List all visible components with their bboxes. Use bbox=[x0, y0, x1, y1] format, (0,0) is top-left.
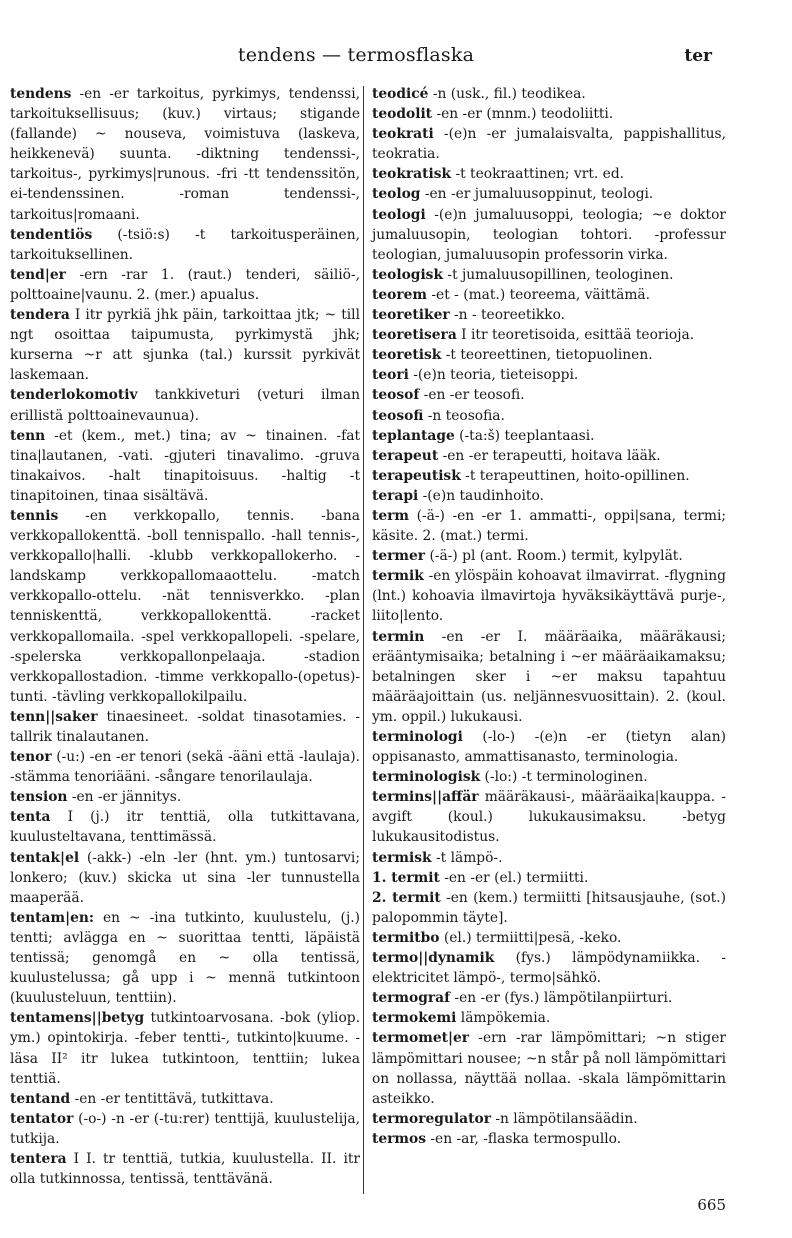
dictionary-entry bbox=[10, 305, 360, 385]
definition: (-u:) -en -er tenori (sekä -ääni että -laulaja). -stämma tenoriääni. -sångare tenorilaulaja. bbox=[10, 749, 361, 786]
dictionary-entry bbox=[372, 1028, 726, 1108]
dictionary-entry bbox=[10, 506, 360, 707]
dictionary-entry bbox=[372, 506, 726, 546]
headword: termokemi bbox=[372, 1010, 457, 1027]
dictionary-entry bbox=[10, 385, 360, 425]
dictionary-entry bbox=[372, 184, 726, 204]
headword: tenta bbox=[10, 809, 51, 826]
dictionary-entry bbox=[10, 1149, 360, 1189]
definition: -t teokraattinen; vrt. ed. bbox=[455, 166, 625, 183]
headword: termins||affär bbox=[372, 789, 479, 806]
dictionary-entry bbox=[372, 305, 726, 325]
definition: tankkiveturi (veturi ilman erillistä polttoainevaunua). bbox=[10, 387, 360, 424]
headword: termo||dynamik bbox=[372, 950, 495, 967]
dictionary-entry bbox=[372, 446, 726, 466]
dictionary-entry bbox=[372, 1129, 726, 1149]
definition: -en (kem.) termiitti [hitsausjauhe, (sot.) palopommin täyte]. bbox=[372, 889, 726, 926]
definition: -t jumaluusopillinen, teologinen. bbox=[447, 266, 674, 283]
definition: tutkintoarvosana. -bok (yliop. ym.) opintokirja. -feber tentti-, tutkinto|kuume. -läsa II² itr lukea tutkintoon, tenttiin; lukea tenttiä. bbox=[10, 1010, 360, 1087]
column-divider bbox=[363, 86, 364, 1194]
definition: I itr pyrkiä jhk päin, tarkoittaa jtk; ~ till ngt osoittaa taipumusta, pyrkimystä jhk; kurserna ~r att sjunka (tal.) kurssit pyrkivät laskemaan. bbox=[10, 307, 360, 384]
headword: 2. termit bbox=[372, 889, 441, 906]
headword: tension bbox=[10, 789, 68, 806]
dictionary-entry bbox=[10, 426, 360, 506]
headword: teori bbox=[372, 367, 409, 384]
definition: -en -ar, -flaska termospullo. bbox=[430, 1130, 622, 1147]
dictionary-entry bbox=[372, 265, 726, 285]
dictionary-entry bbox=[372, 928, 726, 948]
dictionary-entry bbox=[372, 285, 726, 305]
headword: teorem bbox=[372, 286, 427, 303]
definition: -en -er terapeutti, hoitava lääk. bbox=[442, 447, 661, 464]
definition: (-lo-) -(e)n -er (tietyn alan) oppisanasto, ammattisanasto, terminologia. bbox=[372, 729, 726, 766]
definition: (-tsiö:s) -t tarkoitusperäinen, tarkoituksellinen. bbox=[10, 226, 360, 263]
definition: -en ylöspäin kohoavat ilmavirrat. -flygning (lnt.) kohoavia ilmavirtoja hyväksikäyttävä purje-, liito|lento. bbox=[372, 568, 726, 625]
dictionary-entry bbox=[372, 205, 726, 265]
dictionary-entry bbox=[10, 807, 360, 847]
dictionary-entry bbox=[372, 787, 726, 847]
definition: I I. tr tenttiä, tutkia, kuulustella. II. itr olla tutkinnossa, tentissä, tenttävänä. bbox=[10, 1150, 360, 1188]
definition: -en -er I. määräaika, määräkausi; erääntymisaika; betalning i ~er määräaikamaksu; betalningen sker i ~er maksu tapahtuu määräajoittain (us. neljännesvuosittain). 2. (koul. ym. oppil.) lukukausi. bbox=[372, 628, 726, 725]
definition: -n lämpötilansäädin. bbox=[495, 1110, 638, 1127]
dictionary-entry bbox=[372, 466, 726, 486]
dictionary-entry bbox=[372, 948, 726, 988]
headword: tentak|el bbox=[10, 849, 80, 866]
headword: tenn||saker bbox=[10, 708, 98, 725]
dictionary-entry bbox=[372, 345, 726, 365]
headword: tendera bbox=[10, 307, 70, 324]
definition: (-ä-) pl (ant. Room.) termit, kylpylät. bbox=[429, 548, 683, 565]
dictionary-entry bbox=[372, 365, 726, 385]
definition: -ern -rar 1. (raut.) tenderi, säiliö-, polttoaine|vaunu. 2. (mer.) apualus. bbox=[10, 266, 360, 303]
definition: en ~ -ina tutkinto, kuulustelu, (j.) tentti; avlägga en ~ suorittaa tentti, läpäistä tentissä; genomgå en ~ olla tentissä, kuulustelussa; gå upp i ~ mennä tutkintoon (kuulusteluun, tenttiin). bbox=[10, 909, 360, 1007]
definition: I (j.) itr tenttiä, olla tutkittavana, kuulusteltavana, tenttimässä. bbox=[10, 809, 360, 846]
dictionary-entry bbox=[10, 1109, 360, 1149]
definition: lämpökemia. bbox=[460, 1010, 551, 1027]
right-column bbox=[372, 84, 726, 1149]
definition: -n - teoreetikko. bbox=[454, 307, 566, 324]
headword: teokrati bbox=[372, 126, 434, 143]
definition: -en -er (fys.) lämpötilanpiirturi. bbox=[454, 990, 673, 1007]
headword: tenn bbox=[10, 427, 46, 444]
dictionary-entry bbox=[372, 486, 726, 506]
definition: (-ta:š) teeplantaasi. bbox=[459, 427, 595, 444]
left-column bbox=[10, 84, 360, 1189]
definition: -en -er jumaluusoppinut, teologi. bbox=[424, 186, 654, 203]
definition: -(e)n taudinhoito. bbox=[422, 487, 544, 504]
headword: teplantage bbox=[372, 427, 455, 444]
headword: tentator bbox=[10, 1110, 74, 1127]
dictionary-entry bbox=[10, 1008, 360, 1088]
definition: -en -er (el.) termiitti. bbox=[444, 869, 589, 886]
definition: (-lo:) -t terminologinen. bbox=[484, 769, 648, 786]
headword: termer bbox=[372, 548, 426, 565]
dictionary-entry bbox=[372, 164, 726, 184]
guide-word: ter bbox=[684, 46, 712, 66]
headword: teologisk bbox=[372, 266, 444, 283]
headword: tentam|en: bbox=[10, 909, 95, 926]
headword: tentamens||betyg bbox=[10, 1010, 145, 1027]
dictionary-entry bbox=[372, 325, 726, 345]
headword: teosof bbox=[372, 387, 420, 404]
definition: -n (usk., fil.) teodikea. bbox=[432, 86, 586, 102]
headword: tenderlokomotiv bbox=[10, 387, 138, 404]
headword: termin bbox=[372, 628, 425, 645]
headword: teoretiker bbox=[372, 307, 450, 324]
definition: -en -er jännitys. bbox=[71, 789, 182, 806]
headword: teosofi bbox=[372, 407, 424, 424]
dictionary-entry bbox=[372, 426, 726, 446]
page-number: 665 bbox=[697, 1196, 726, 1214]
dictionary-entry bbox=[372, 406, 726, 426]
headword: termik bbox=[372, 568, 424, 585]
dictionary-entry bbox=[10, 84, 360, 225]
headword: termograf bbox=[372, 990, 451, 1007]
headword: terapeut bbox=[372, 447, 439, 464]
headword: 1. termit bbox=[372, 869, 440, 886]
headword: tendens bbox=[10, 86, 72, 102]
definition: (fys.) lämpödynamiikka. -elektricitet lämpö-, termo|sähkö. bbox=[372, 950, 726, 987]
dictionary-entry bbox=[10, 225, 360, 265]
definition: -t teoreettinen, tietopuolinen. bbox=[445, 347, 653, 364]
headword: termos bbox=[372, 1130, 426, 1147]
definition: -t terapeuttinen, hoito-opillinen. bbox=[465, 467, 690, 484]
dictionary-entry bbox=[10, 1089, 360, 1109]
definition: -en -er tarkoitus, pyrkimys, tendenssi, tarkoituksellisuus; (kuv.) virtaus; stigande (fallande) ~ nouseva, voimistuva (laskeva, heikkenevä) suunta. -diktning tendenssi-, tarkoitus-, pyrkimys|runous. -fri -tt tendenssitön, ei-tendenssinen. -roman tendenssi-, tarkoitus|romaani. bbox=[10, 86, 361, 223]
dictionary-entry bbox=[10, 908, 360, 1008]
headword: terapeutisk bbox=[372, 467, 461, 484]
headword: tennis bbox=[10, 507, 59, 524]
definition: -(e)n teoria, tieteisoppi. bbox=[413, 367, 579, 384]
definition: -et (kem., met.) tina; av ~ tinainen. -fat tina|lautanen, -vati. -gjuteri tinavalimo. -gruva tinakaivos. -halt tinapitoisuus. -haltig -t tinapitoinen, tinaa sisältävä. bbox=[10, 427, 361, 504]
dictionary-entry bbox=[372, 124, 726, 164]
headword: termoregulator bbox=[372, 1110, 491, 1127]
headword: teoretisera bbox=[372, 327, 457, 344]
headword: tend|er bbox=[10, 266, 66, 283]
definition: -en -er teosofi. bbox=[423, 387, 525, 404]
dictionary-entry bbox=[10, 265, 360, 305]
dictionary-entry bbox=[372, 84, 726, 104]
definition: -en -er (mnm.) teodoliitti. bbox=[436, 106, 614, 123]
dictionary-entry bbox=[372, 546, 726, 566]
dictionary-entry bbox=[372, 888, 726, 928]
definition: -(e)n jumaluusoppi, teologia; ~e doktor jumaluusopin, teologian tohtori. -professur teologian, jumaluusopin professorin virka. bbox=[372, 206, 726, 263]
running-head: tendens — termosflaska bbox=[237, 44, 475, 66]
definition: -et - (mat.) teoreema, väittämä. bbox=[431, 286, 651, 303]
headword: tentand bbox=[10, 1090, 71, 1107]
dictionary-entry bbox=[372, 767, 726, 787]
definition: tinaesineet. -soldat tinasotamies. -tallrik tinalautanen. bbox=[10, 708, 360, 745]
dictionary-entry bbox=[372, 385, 726, 405]
headword: teokratisk bbox=[372, 166, 452, 183]
headword: termisk bbox=[372, 849, 432, 866]
definition: (-o-) -n -er (-tu:rer) tenttijä, kuulustelija, tutkija. bbox=[10, 1110, 361, 1147]
dictionary-entry bbox=[372, 104, 726, 124]
headword: teoretisk bbox=[372, 347, 442, 364]
headword: termitbo bbox=[372, 929, 440, 946]
definition: määräkausi-, määräaika|kauppa. -avgift (koul.) lukukausimaksu. -betyg lukukausitodistus. bbox=[372, 789, 726, 846]
definition: -ern -rar lämpömittari; ~n stiger lämpömittari nousee; ~n står på noll lämpömittari on nollassa, näyttää nollaa. -skala lämpömittarin asteikko. bbox=[372, 1030, 726, 1107]
dictionary-entry bbox=[372, 627, 726, 727]
headword: term bbox=[372, 507, 410, 524]
definition: (el.) termiitti|pesä, -keko. bbox=[443, 929, 622, 946]
dictionary-entry bbox=[10, 787, 360, 807]
dictionary-entry bbox=[372, 868, 726, 888]
definition: -(e)n -er jumalaisvalta, pappishallitus, teokratia. bbox=[372, 126, 726, 163]
definition: -en -er tentittävä, tutkittava. bbox=[74, 1090, 274, 1107]
headword: tenor bbox=[10, 749, 52, 766]
headword: terminologisk bbox=[372, 769, 481, 786]
dictionary-entry bbox=[372, 727, 726, 767]
page-header bbox=[0, 44, 792, 72]
dictionary-entry bbox=[372, 1109, 726, 1129]
headword: teodolit bbox=[372, 106, 433, 123]
definition: -t lämpö-. bbox=[435, 849, 503, 866]
dictionary-entry bbox=[10, 707, 360, 747]
headword: terminologi bbox=[372, 729, 463, 745]
definition: -en verkkopallo, tennis. -bana verkkopallokenttä. -boll tennispallo. -hall tennis-, verkkopallo|halli. -klubb verkkopallokerho. -landskamp verkkopallomaaottelu. -match verkkopallo-ottelu. -nät tennisverkko. -plan tenniskenttä, verkkopallokenttä. -racket verkkopallomaila. -spel verkkopallopeli. -spelare, -spelerska verkkopallonpelaaja. -stadion verkkopallostadion. -timme verkkopallo-(opetus)-tunti. -tävling verkkopallokilpailu. bbox=[10, 507, 361, 705]
dictionary-entry bbox=[372, 848, 726, 868]
headword: tendentiös bbox=[10, 226, 93, 243]
definition: (-akk-) -eln -ler (hnt. ym.) tuntosarvi; lonkero; (kuv.) skicka ut sina -ler tunnustella maaperää. bbox=[10, 849, 360, 906]
headword: tentera bbox=[10, 1150, 67, 1167]
headword: teolog bbox=[372, 186, 421, 203]
headword: termomet|er bbox=[372, 1030, 470, 1047]
headword: terapi bbox=[372, 487, 419, 504]
dictionary-entry bbox=[372, 1008, 726, 1028]
definition: I itr teoretisoida, esittää teorioja. bbox=[461, 327, 695, 344]
dictionary-entry bbox=[372, 566, 726, 626]
definition: (-ä-) -en -er 1. ammatti-, oppi|sana, termi; käsite. 2. (mat.) termi. bbox=[372, 507, 726, 545]
definition: -n teosofia. bbox=[427, 407, 505, 424]
headword: teologi bbox=[372, 206, 426, 223]
dictionary-entry bbox=[10, 747, 360, 787]
dictionary-entry bbox=[372, 988, 726, 1008]
dictionary-entry bbox=[10, 848, 360, 908]
headword: teodicé bbox=[372, 86, 429, 102]
